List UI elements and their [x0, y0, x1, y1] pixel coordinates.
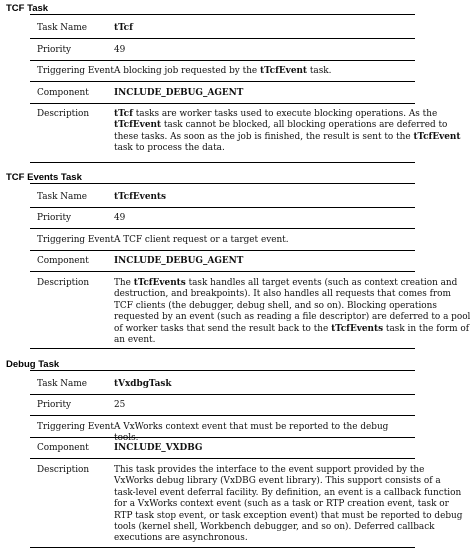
row-divider: [30, 207, 415, 208]
value-priority: 25: [114, 400, 126, 410]
label-task-name: Task Name: [37, 379, 87, 389]
row-divider: [30, 38, 415, 39]
label-priority: Priority: [37, 213, 72, 223]
table-bottom-rule: [30, 162, 415, 163]
row-divider: [30, 228, 415, 229]
value-component: INCLUDE_DEBUG_AGENT: [114, 256, 244, 266]
row-divider: [30, 394, 415, 395]
value-task-name: tVxdbgTask: [114, 379, 172, 389]
value-component: INCLUDE_DEBUG_AGENT: [114, 88, 244, 98]
value-triggering-event: A TCF client request or a target event.: [114, 235, 289, 245]
row-divider: [30, 60, 415, 61]
value-description: The tTcfEvents task handles all target events (such as context creation and destruction, and breakpoints). It also handles all requests that comes from TCF clients (the debugger, debug shell, and so on). Blocking operations requested by an event (such as reading a file descriptor) are deferred to a pool of worker tasks that send the result back to the tTcfEvents task in the form of an event.: [114, 278, 470, 346]
label-task-name: Task Name: [37, 23, 87, 33]
label-description: Description: [37, 278, 90, 288]
label-description: Description: [37, 109, 90, 119]
section-title-tcf-task: TCF Task: [6, 3, 49, 14]
table-top-rule: [30, 14, 415, 15]
value-triggering-event: A blocking job requested by the tTcfEvent task.: [114, 66, 332, 76]
value-description: This task provides the interface to the event support provided by the VxWorks debug library (VxDBG event library). This support consists of a task-level event deferral facility. By definition, an event is a callback function for a VxWorks context event (such as a task or RTP creation event, task or RTP task stop event, or task exception event) that must be reported to debug tools (kernel shell, Workbench debugger, and so on). Deferred callback executions are asynchronous.: [114, 465, 463, 544]
value-priority: 49: [114, 213, 126, 223]
value-task-name: tTcf: [114, 23, 133, 33]
table-bottom-rule: [30, 348, 415, 349]
value-priority: 49: [114, 45, 126, 55]
row-divider: [30, 458, 415, 459]
label-priority: Priority: [37, 400, 72, 410]
section-title-tcf-events-task: TCF Events Task: [6, 172, 82, 183]
label-task-name: Task Name: [37, 192, 87, 202]
value-component: INCLUDE_VXDBG: [114, 443, 203, 453]
value-triggering-event: A VxWorks context event that must be reported to the debug tools.: [114, 422, 389, 444]
value-task-name: tTcfEvents: [114, 192, 167, 202]
row-divider: [30, 250, 415, 251]
row-divider: [30, 271, 415, 272]
table-top-rule: [30, 183, 415, 184]
label-triggering-event: Triggering Event: [37, 66, 114, 76]
label-priority: Priority: [37, 45, 72, 55]
row-divider: [30, 81, 415, 82]
label-triggering-event: Triggering Event: [37, 235, 114, 245]
table-top-rule: [30, 370, 415, 371]
row-divider: [30, 415, 415, 416]
value-description: tTcf tasks are worker tasks used to execute blocking operations. As the tTcfEvent task cannot be blocked, all blocking operations are deferred to these tasks. As soon as the job is finished, the result is sent to the tTcfEvent task to process the data.: [114, 109, 461, 154]
row-divider: [30, 103, 415, 104]
label-component: Component: [37, 256, 89, 266]
table-bottom-rule: [30, 547, 415, 548]
row-divider: [30, 437, 415, 438]
label-description: Description: [37, 465, 90, 475]
label-triggering-event: Triggering Event: [37, 422, 114, 432]
section-title-debug-task: Debug Task: [6, 359, 60, 370]
label-component: Component: [37, 88, 89, 98]
label-component: Component: [37, 443, 89, 453]
